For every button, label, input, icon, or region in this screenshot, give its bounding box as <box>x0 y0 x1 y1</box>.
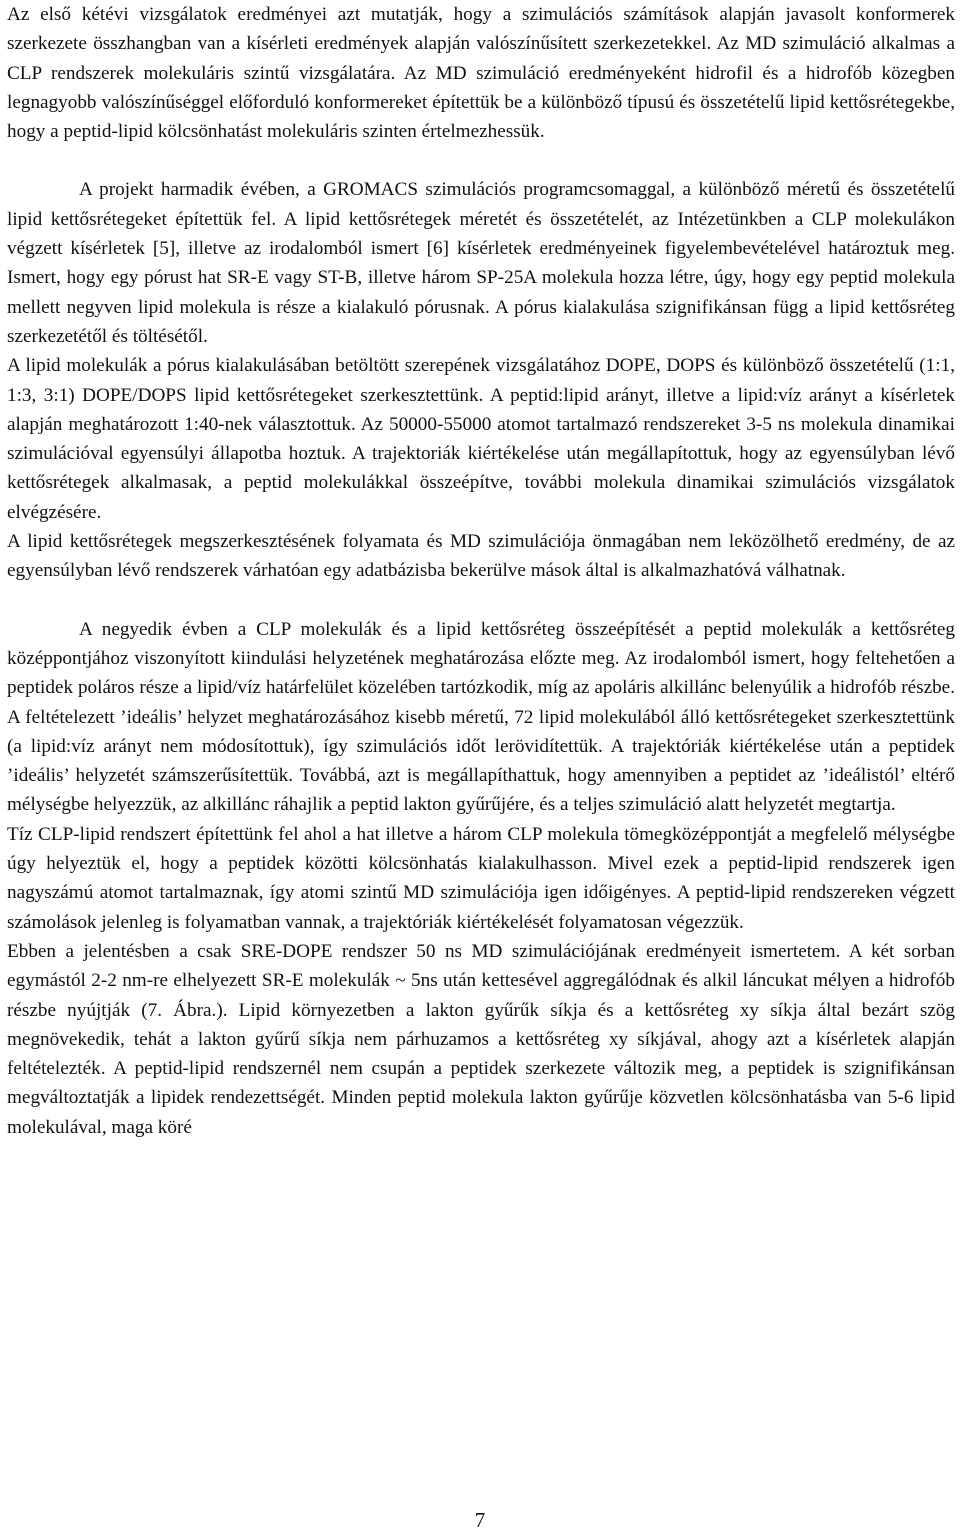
paragraph-5: A negyedik évben a CLP molekulák és a lipid kettősréteg összeépítését a peptid molekulák a kettősréteg középpontjához viszonyított kiindulási helyzetének meghatározása előzte meg. Az irodalomból ismert, hogy feltehetően a peptidek poláros része a lipid/víz határfelület közelében tartózkodik, míg az apoláris alkillánc belenyúlik a hidrofób részbe. A feltételezett ’ideális’ helyzet meghatározásához kisebb méretű, 72 lipid molekulából álló kettősrétegeket szerkesztettünk (a lipid:víz arányt nem módosítottuk), így szimulációs időt lerövidítettük. A trajektóriák kiértékelése után a peptidek ’ideális’ helyzetét számszerűsítettük. Továbbá, azt is megállapíthattuk, hogy amennyiben a peptidet az ’ideálistól’ eltérő mélységbe helyezzük, az alkillánc ráhajlik a peptid lakton gyűrűjére, és a teljes szimuláció alatt helyzetét megtartja. <box>7 618 955 816</box>
document-page <box>7 0 955 1142</box>
paragraph-7: Ebben a jelentésben a csak SRE-DOPE rendszer 50 ns MD szimulációjának eredményeit ismertetem. A két sorban egymástól 2-2 nm-re elhelyezett SR-E molekulák ~ 5ns után kettesével aggregálódnak és alkil láncukat mélyen a hidrofób részbe nyújtják (7. Ábra.). Lipid környezetben a lakton gyűrűk síkja és a kettősréteg xy síkja által bezárt szög megnövekedik, tehát a lakton gyűrű síkja nem párhuzamos a kettősréteg xy síkjával, ahogy azt a kísérletek alapján feltételezték. A peptid-lipid rendszernél nem csupán a peptidek szerkezete változik meg, a peptidek is szignifikánsan megváltoztatják a lipidek rendezettségét. Minden peptid molekula lakton gyűrűje közvetlen kölcsönhatásba van 5-6 lipid molekulával, maga köré <box>7 940 955 1138</box>
paragraph-3: A lipid molekulák a pórus kialakulásában betöltött szerepének vizsgálatához DOPE, DOPS és különböző összetételű (1:1, 1:3, 3:1) DOPE/DOPS lipid kettősrétegeket szerkesztettünk. A peptid:lipid arányt, illetve a lipid:víz arányt a kísérletek alapján meghatározott 1:40-nek választottuk. Az 50000-55000 atomot tartalmazó rendszereket 3-5 ns molekula dinamikai szimulációval egyensúlyi állapotba hoztuk. A trajektoriák kiértékelése után megállapítottuk, hogy az egyensúlyban lévő kettősrétegek alkalmasak, a peptid molekulákkal összeépítve, további molekula dinamikai szimulációs vizsgálatok elvégzésére. <box>7 355 955 523</box>
paragraph-1: Az első kétévi vizsgálatok eredményei azt mutatják, hogy a szimulációs számítások alapján javasolt konformerek szerkezete összhangban van a kísérleti eredmények alapján valószínűsített szerkezetekkel. Az MD szimuláció alkalmas a CLP rendszerek molekuláris szintű vizsgálatára. Az MD szimuláció eredményeként hidrofil és a hidrofób közegben legnagyobb valószínűséggel előforduló konformereket építettük be a különböző típusú és összetételű lipid kettősrétegekbe, hogy a peptid-lipid kölcsönhatást molekuláris szinten értelmezhessük. <box>7 4 955 143</box>
paragraph-spacer <box>7 146 955 175</box>
paragraph-2: A projekt harmadik évében, a GROMACS szimulációs programcsomaggal, a különböző méretű és összetételű lipid kettősrétegeket építettük fel. A lipid kettősrétegek méretét és összetételét, az Intézetünkben a CLP molekulákon végzett kísérletek [5], illetve az irodalomból ismert [6] kísérletek eredményeinek figyelembevételével határoztuk meg. Ismert, hogy egy pórust hat SR-E vagy ST-B, illetve három SP-25A molekula hozza létre, úgy, hogy egy peptid molekula mellett negyven lipid molekula is része a kialakuló pórusnak. A pórus kialakulása szignifikánsan függ a lipid kettősréteg szerkezetétől és töltésétől. <box>7 179 955 347</box>
paragraph-4: A lipid kettősrétegek megszerkesztésének folyamata és MD szimulációja önmagában nem leközölhető eredmény, de az egyensúlyban lévő rendszerek várhatóan egy adatbázisba bekerülve mások által is alkalmazhatóvá válhatnak. <box>7 531 955 582</box>
paragraph-6: Tíz CLP-lipid rendszert építettünk fel ahol a hat illetve a három CLP molekula tömegközéppontját a megfelelő mélységbe úgy helyeztük el, hogy a peptidek közötti kölcsönhatás kialakulhasson. Mivel ezek a peptid-lipid rendszerek igen nagyszámú atomot tartalmaznak, így atomi szintű MD szimulációja igen időigényes. A peptid-lipid rendszereken végzett számolások jelenleg is folyamatban vannak, a trajektóriák kiértékelését folyamatosan végezzük. <box>7 823 955 933</box>
page-number: 7 <box>474 1508 486 1532</box>
paragraph-spacer <box>7 586 955 615</box>
